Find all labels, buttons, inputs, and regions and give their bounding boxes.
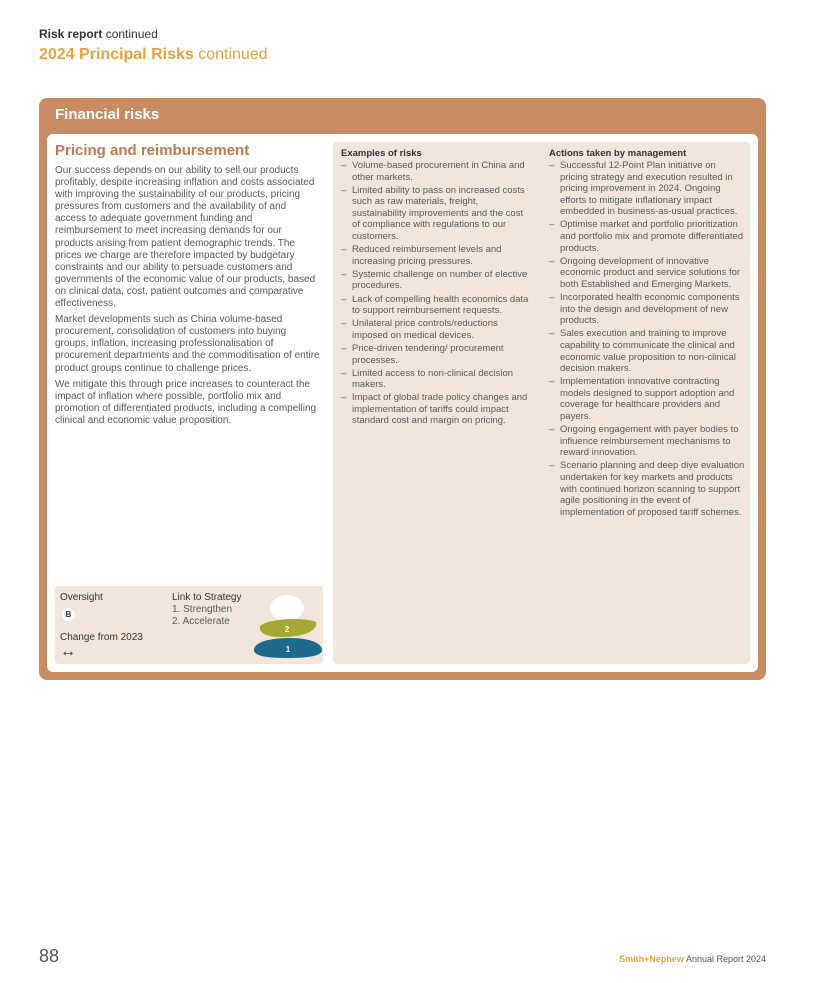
page-title <box>39 46 268 64</box>
list-item: – Implementation innovative contracting models designed to support adoption and coverage for healthcare providers and payers. <box>549 376 745 422</box>
actions-heading: Actions taken by management <box>549 148 687 159</box>
strategy-item: 1. Strengthen <box>172 604 233 615</box>
stone-label-1: 1 <box>285 645 291 654</box>
stone-top <box>270 595 304 621</box>
strategy-label: Link to Strategy <box>172 592 242 603</box>
examples-list <box>341 160 531 427</box>
footer <box>619 954 766 964</box>
list-item: – Reduced reimbursement levels and increasing pricing pressures. <box>341 244 531 267</box>
section-continued: continued <box>105 27 158 41</box>
oversight-badge: B <box>62 608 75 621</box>
report-name: Annual Report 2024 <box>685 954 766 964</box>
oversight-label: Oversight <box>60 592 103 603</box>
list-item: – Price-driven tendering/ procurement processes. <box>341 343 531 366</box>
list-item: – Optimise market and portfolio prioritization and portfolio mix and promote differentiated products. <box>549 219 745 254</box>
page-title-continued: continued <box>198 46 268 63</box>
risk-paragraph: Market developments such as China volume-based procurement, consolidation of customers into buying groups, inflation, increasing professionalisation of procurement departments and the commoditisation of entire product groups continue to challenge prices. <box>55 314 320 374</box>
list-item: – Volume-based procurement in China and other markets. <box>341 160 531 183</box>
oversight-box <box>55 586 323 664</box>
section-header <box>39 27 158 41</box>
page-title-main: 2024 Principal Risks <box>39 46 194 63</box>
strategy-stones-icon <box>250 592 325 660</box>
actions-list <box>549 160 745 518</box>
financial-risks-panel <box>39 98 766 680</box>
change-label: Change from 2023 <box>60 632 143 643</box>
risk-paragraph: We mitigate this through price increases to counteract the impact of inflation where possible, portfolio mix and promotion of differentiated products, including a compelling clinical and economic value proposition. <box>55 378 317 426</box>
examples-heading: Examples of risks <box>341 148 422 159</box>
list-item: – Successful 12-Point Plan initiative on pricing strategy and execution resulted in pricing improvement in 2024. Ongoing efforts to mitigate inflationary impact embedded in business-as-usual practices. <box>549 160 745 218</box>
list-item: – Lack of compelling health economics data to support reimbursement requests. <box>341 294 531 317</box>
list-item: – Limited ability to pass on increased costs such as raw materials, freight, sustainability improvements and the cost of compliance with regulations to our customers. <box>341 185 531 243</box>
actions-column <box>549 148 745 520</box>
strategy-item: 2. Accelerate <box>172 616 230 627</box>
list-item: – Incorporated health economic components into the design and development of new products. <box>549 292 745 327</box>
panel-content <box>47 134 758 672</box>
brand-name: Smith+Nephew <box>619 954 684 964</box>
list-item: – Systemic challenge on number of elective procedures. <box>341 269 531 292</box>
horizontal-arrows-icon: ↔ <box>60 643 76 660</box>
list-item: – Ongoing development of innovative economic product and service solutions for both Established and Emerging Markets. <box>549 256 745 291</box>
stone-label-2: 2 <box>284 625 290 634</box>
section-name: Risk report <box>39 27 103 41</box>
list-item: – Limited access to non-clinical decision makers. <box>341 368 531 391</box>
list-item: – Unilateral price controls/reductions imposed on medical devices. <box>341 318 531 341</box>
list-item: – Ongoing engagement with payer bodies to influence reimbursement mechanisms to reward innovation. <box>549 424 745 459</box>
risk-paragraph: Our success depends on our ability to sell our products profitably, despite increasing inflation and costs associated with improving the sustainability of our products, pricing pressures from customers and the availability of and access to adequate government funding and reimbursement to meet increasing demands for our products arising from patient demographic trends. The prices we charge are therefore impacted by budgetary constraints and our ability to persuade customers and governments of the economic value of our products, based on clinical data, cost, patient outcomes and comparative effectiveness. <box>55 165 316 310</box>
page-number: 88 <box>39 946 60 966</box>
risk-description <box>55 142 320 431</box>
risk-title: Pricing and reimbursement <box>55 142 250 159</box>
list-item: – Impact of global trade policy changes and implementation of tariffs could impact standard cost and margin on pricing. <box>341 392 531 427</box>
panel-title: Financial risks <box>55 106 160 123</box>
risks-actions-box <box>333 142 750 664</box>
list-item: – Scenario planning and deep dive evaluation undertaken for key markets and products with continued horizon scanning to support agile positioning in the event of implementation of proposed tariff schemes. <box>549 460 745 518</box>
examples-column <box>341 148 531 429</box>
list-item: – Sales execution and training to improve capability to communicate the clinical and economic value proposition to non-clinical decision makers. <box>549 328 745 374</box>
